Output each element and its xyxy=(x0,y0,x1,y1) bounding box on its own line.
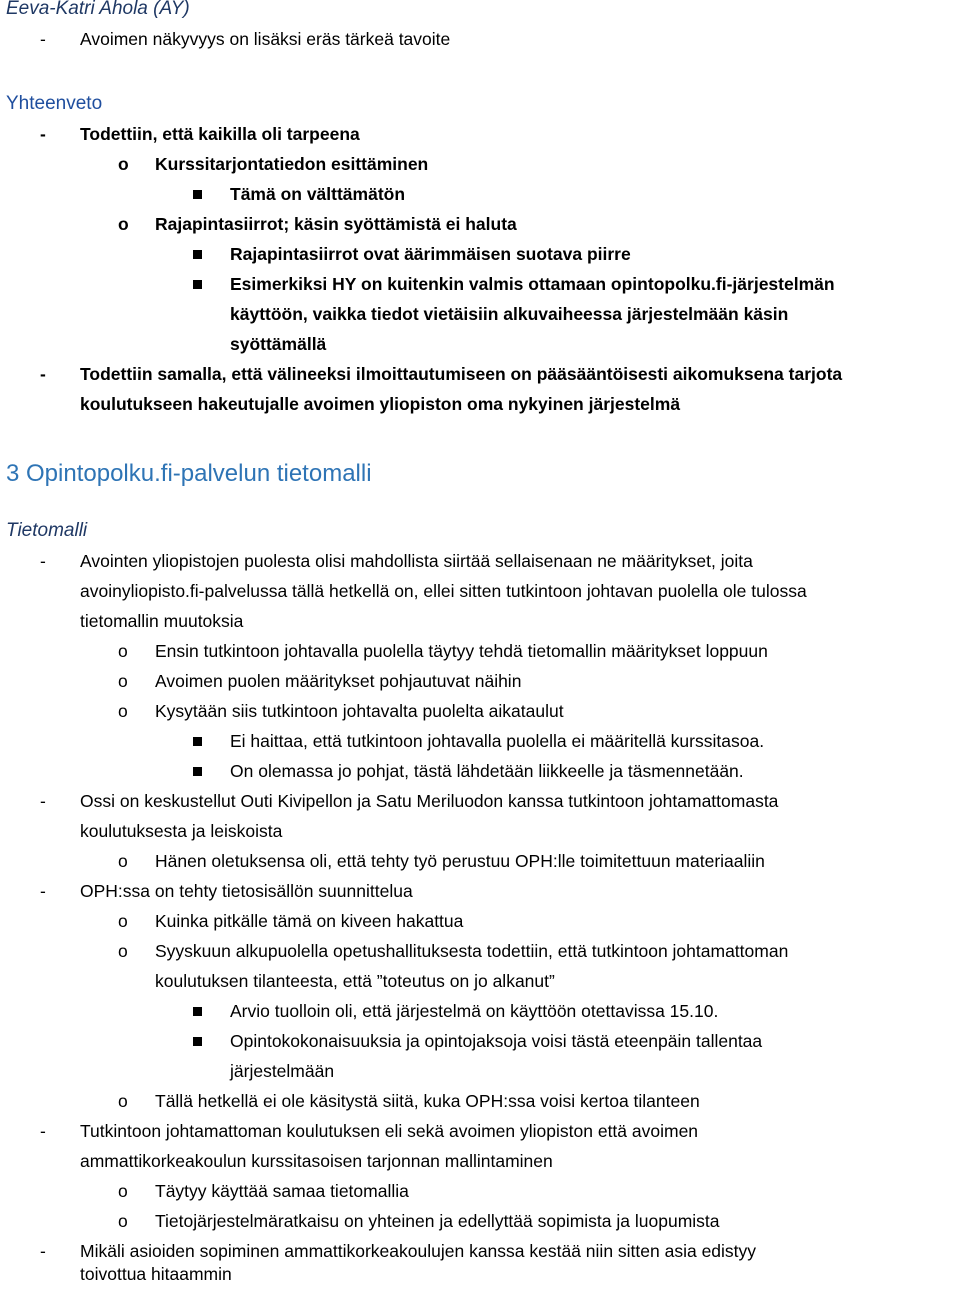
list-item-text: Todettiin, että kaikilla oli tarpeena xyxy=(80,124,360,144)
square-bullet-icon xyxy=(193,737,202,746)
dash-marker: - xyxy=(40,791,46,811)
list-item-text: Avoimen näkyvyys on lisäksi eräs tärkeä tavoite xyxy=(80,29,451,49)
circle-marker: o xyxy=(118,701,128,721)
section-heading: 3 Opintopolku.fi-palvelun tietomalli xyxy=(6,460,372,487)
circle-marker: o xyxy=(118,214,129,234)
square-bullet-icon xyxy=(193,1007,202,1016)
list-item-continuation: koulutukseen hakeutujalle avoimen yliopiston oma nykyinen järjestelmä xyxy=(80,394,681,414)
list-item-continuation: ammattikorkeakoulun kurssitasoisen tarjonnan mallintaminen xyxy=(80,1151,553,1171)
list-item-text: Arvio tuolloin oli, että järjestelmä on käyttöön otettavissa 15.10. xyxy=(230,1001,719,1021)
dash-marker: - xyxy=(40,364,46,384)
circle-marker: o xyxy=(118,641,128,661)
summary-heading: Yhteenveto xyxy=(6,93,103,114)
list-item-continuation: käyttöön, vaikka tiedot vietäisiin alkuvaiheessa järjestelmään käsin xyxy=(230,304,789,324)
square-bullet-icon xyxy=(193,767,202,776)
circle-marker: o xyxy=(118,911,128,931)
list-item-text: Rajapintasiirrot; käsin syöttämistä ei haluta xyxy=(155,214,517,234)
list-item-text: Tutkintoon johtamattoman koulutuksen eli sekä avoimen yliopiston että avoimen xyxy=(80,1121,699,1141)
square-bullet-icon xyxy=(193,280,202,289)
square-bullet-icon xyxy=(193,250,202,259)
list-item-text: Esimerkiksi HY on kuitenkin valmis ottamaan opintopolku.fi-järjestelmän xyxy=(230,274,835,294)
list-item-text: Tietojärjestelmäratkaisu on yhteinen ja edellyttää sopimista ja luopumista xyxy=(155,1211,720,1231)
list-item-text: Tällä hetkellä ei ole käsitystä siitä, kuka OPH:ssa voisi kertoa tilanteen xyxy=(155,1091,700,1111)
square-bullet-icon xyxy=(193,1037,202,1046)
dash-marker: - xyxy=(40,1241,46,1261)
list-item-text: OPH:ssa on tehty tietosisällön suunnittelua xyxy=(80,881,413,901)
list-item-text: Todettiin samalla, että välineeksi ilmoittautumiseen on pääsääntöisesti aikomuksena tarjota xyxy=(80,364,843,384)
list-item-text: Rajapintasiirrot ovat äärimmäisen suotava piirre xyxy=(230,244,631,264)
dash-marker: - xyxy=(40,881,46,901)
dash-marker: - xyxy=(40,551,46,571)
list-item-text: Syyskuun alkupuolella opetushallituksesta todettiin, että tutkintoon johtamattoman xyxy=(155,941,789,961)
list-item-continuation: koulutuksesta ja leiskoista xyxy=(80,821,283,841)
list-item-continuation: tietomallin muutoksia xyxy=(80,611,244,631)
author-heading: Eeva-Katri Ahola (AY) xyxy=(6,0,190,19)
list-item-text: Kurssitarjontatiedon esittäminen xyxy=(155,154,429,174)
dash-marker: - xyxy=(40,1121,46,1141)
circle-marker: o xyxy=(118,671,128,691)
circle-marker: o xyxy=(118,941,128,961)
list-item-text: Ensin tutkintoon johtavalla puolella täytyy tehdä tietomallin määritykset loppuun xyxy=(155,641,768,661)
list-item-text: Kysytään siis tutkintoon johtavalta puolelta aikataulut xyxy=(155,701,564,721)
subheading: Tietomalli xyxy=(6,520,88,541)
list-item-text: Ossi on keskustellut Outi Kivipellon ja Satu Meriluodon kanssa tutkintoon johtamattomasta xyxy=(80,791,779,811)
list-item-text: Mikäli asioiden sopiminen ammattikorkeakoulujen kanssa kestää niin sitten asia edistyy xyxy=(80,1241,757,1261)
circle-marker: o xyxy=(118,154,129,174)
list-item-text: On olemassa jo pohjat, tästä lähdetään liikkeelle ja täsmennetään. xyxy=(230,761,744,781)
circle-marker: o xyxy=(118,1211,128,1231)
square-bullet-icon xyxy=(193,190,202,199)
list-item-text: Täytyy käyttää samaa tietomallia xyxy=(155,1181,409,1201)
list-item-continuation: järjestelmään xyxy=(230,1061,335,1081)
list-item-text: Kuinka pitkälle tämä on kiveen hakattua xyxy=(155,911,464,931)
list-item-text: Hänen oletuksensa oli, että tehty työ perustuu OPH:lle toimitettuun materiaaliin xyxy=(155,851,765,871)
list-item-text: Ei haittaa, että tutkintoon johtavalla puolella ei määritellä kurssitasoa. xyxy=(230,731,765,751)
circle-marker: o xyxy=(118,851,128,871)
list-item-text: Tämä on välttämätön xyxy=(230,184,406,204)
list-item-continuation: toivottua hitaammin xyxy=(80,1264,232,1284)
list-item-text: Avointen yliopistojen puolesta olisi mahdollista siirtää sellaisenaan ne määritykset, joita xyxy=(80,551,753,571)
list-item-continuation: avoinyliopisto.fi-palvelussa tällä hetkellä on, ellei sitten tutkintoon johtavan puolella ole tulossa xyxy=(80,581,807,601)
list-item-continuation: koulutuksen tilanteesta, että ”toteutus on jo alkanut” xyxy=(155,971,555,991)
list-item-continuation: syöttämällä xyxy=(230,334,327,354)
dash-marker: - xyxy=(40,29,46,49)
list-item-text: Opintokokonaisuuksia ja opintojaksoja voisi tästä eteenpäin tallentaa xyxy=(230,1031,763,1051)
circle-marker: o xyxy=(118,1091,128,1111)
dash-marker: - xyxy=(40,124,46,144)
circle-marker: o xyxy=(118,1181,128,1201)
list-item-text: Avoimen puolen määritykset pohjautuvat näihin xyxy=(155,671,522,691)
